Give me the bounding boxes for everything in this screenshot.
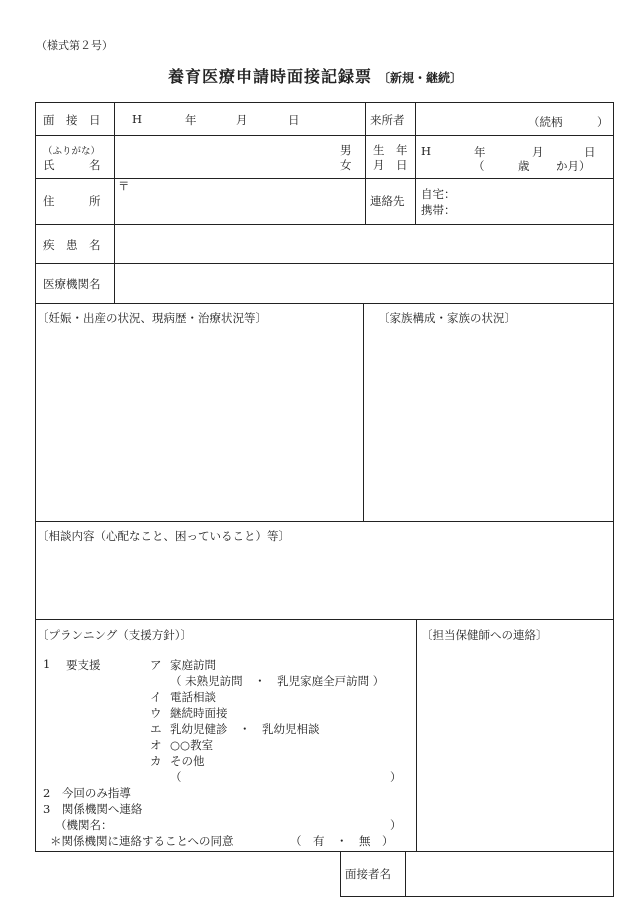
consent-choice: （ 有 ・ 無 ） [290,834,394,848]
option-u-text: 継続時面接 [170,706,228,720]
option-ka-mark: カ [150,754,162,768]
option-o-mark: オ [150,738,162,752]
birth-month: 月 [532,145,544,159]
interview-date-era: H [132,112,143,126]
age-years: 歳 [518,159,530,173]
birth-year: 年 [474,145,486,159]
option-u-mark: ウ [150,706,162,720]
consultation-section-heading: 〔相談内容（心配なこと、困っていること）等〕 [37,529,290,543]
birth-day: 日 [584,145,596,159]
address-label: 住 所 [43,194,101,208]
planning-item3: 3 関係機関へ連絡 [43,802,143,816]
interview-date-label: 面 接 日 [43,113,101,127]
pregnancy-section-heading: 〔妊娠・出産の状況、現病歴・治療状況等〕 [37,311,267,325]
option-a-mark: ア [150,658,162,672]
age-open: （ [473,159,485,173]
planning-item2: 2 今回のみ指導 [43,786,131,800]
agency-name-label: （機関名： [55,818,113,832]
sex-female: 女 [340,158,352,172]
visitor-label: 来所者 [370,113,405,127]
option-o-text: ○○教室 [170,738,214,752]
visitor-relation: （続柄 ） [528,115,609,129]
contact-home: 自宅： [421,187,456,201]
birth-label-line1: 生 年 [373,143,408,157]
planning-item1-label: 要支援 [66,658,101,672]
option-i-mark: イ [150,690,162,704]
option-i-text: 電話相談 [170,690,216,704]
birth-era: H [421,144,432,158]
agency-close-paren: ） [390,818,402,832]
planning-item1-number: 1 [43,657,51,671]
option-a-text: 家庭訪問 [170,658,216,672]
option-e-text: 乳幼児健診 ・ 乳幼児相談 [170,722,320,736]
other-open-paren: （ [170,770,182,784]
postal-mark: 〒 [118,179,130,193]
form-number: （様式第２号） [36,39,113,52]
contact-label: 連絡先 [370,194,405,208]
birth-label-line2: 月 日 [373,158,408,172]
interview-date-month: 月 [236,113,248,127]
interview-date-year: 年 [185,113,197,127]
institution-label: 医療機関名 [43,277,101,291]
family-section-heading: 〔家族構成・家族の状況〕 [378,311,516,325]
disease-label: 疾 患 名 [43,238,101,252]
nurse-contact-section-heading: 〔担当保健師への連絡〕 [421,628,548,642]
page-title [0,64,630,87]
age-months: か月） [556,159,591,173]
option-a-detail: （ 未熟児訪問 ・ 乳児家庭全戸訪問 ） [170,674,385,688]
title-text: 養育医療申請時面接記録票 [167,67,372,86]
sex-male: 男 [340,143,352,157]
option-ka-text: その他 [170,754,205,768]
interviewer-label: 面接者名 [345,867,391,881]
contact-mobile: 携帯： [421,203,456,217]
title-subtitle: 〔新規・継続〕 [378,71,463,85]
consent-label: ＊関係機関に連絡することへの同意 [50,834,234,848]
interview-date-day: 日 [288,113,300,127]
furigana-label: （ふりがな） [43,146,101,157]
other-close-paren: ） [390,770,402,784]
name-label: 氏 名 [43,158,101,172]
option-e-mark: エ [150,722,162,736]
planning-section-heading: 〔プランニング（支援方針）〕 [37,628,193,642]
